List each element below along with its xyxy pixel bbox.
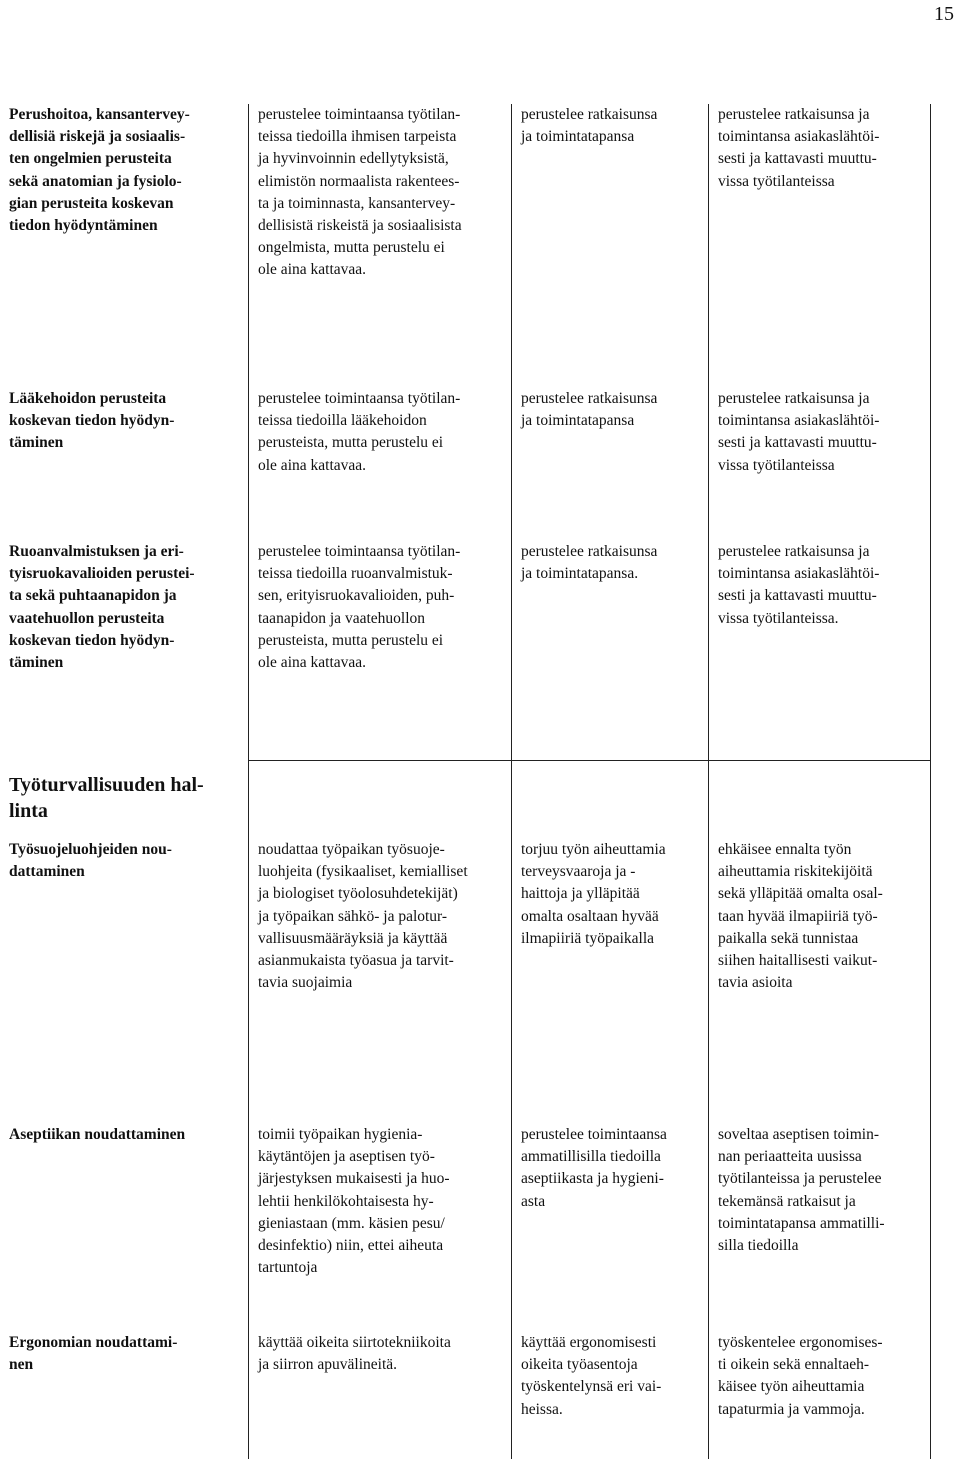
column-divider-1 xyxy=(248,104,249,1459)
section-heading: Työturvallisuuden hal- linta xyxy=(9,774,204,822)
level1-cell: perustelee toimintaansa työtilan- teissa tiedoilla ihmisen tarpeista ja hyvinvoinnin edellytyksistä, elimistön normaalista rakentees- ta ja toiminnasta, kansantervey- dellisistä riskeistä ja sosiaalisista ongelmista, mutta perustelu ei ole aina kattavaa. xyxy=(258,106,462,279)
page-number: 15 xyxy=(934,3,954,25)
topic-cell: Ergonomian noudattami- nen xyxy=(9,1334,178,1374)
level1-cell: perustelee toimintaansa työtilan- teissa tiedoilla lääkehoidon perusteista, mutta perustelu ei ole aina kattavaa. xyxy=(258,390,461,474)
row-divider xyxy=(248,760,930,761)
topic-cell: Työsuojeluohjeiden nou- dattaminen xyxy=(9,841,172,881)
level3-cell: työskentelee ergonomises- ti oikein sekä ennaltaeh- käisee työn aiheuttamia tapaturmia ja vammoja. xyxy=(718,1334,883,1418)
column-divider-3 xyxy=(708,104,709,1459)
topic-cell: Perushoitoa, kansantervey- dellisiä riskejä ja sosiaalis- ten ongelmien perusteita sekä anatomian ja fysiolo- gian perusteita koskevan tiedon hyödyntäminen xyxy=(9,106,190,235)
level3-cell: soveltaa aseptisen toimin- nan periaatteita uusissa työtilanteissa ja perustelee tekemänsä ratkaisut ja toimintatapansa ammatilli- silla tiedoilla xyxy=(718,1126,885,1255)
topic-cell: Aseptiikan noudattaminen xyxy=(9,1126,186,1143)
level3-cell: perustelee ratkaisunsa ja toimintansa asiakaslähtöi- sesti ja kattavasti muuttu- vissa työtilanteissa xyxy=(718,390,880,474)
level1-cell: käyttää oikeita siirtotekniikoita ja siirron apuvälineitä. xyxy=(258,1334,451,1374)
level2-cell: perustelee ratkaisunsa ja toimintatapansa xyxy=(521,390,658,430)
level2-cell: torjuu työn aiheuttamia terveysvaaroja ja - haittoja ja ylläpitää omalta osaltaan hyvää ilmapiiriä työpaikalla xyxy=(521,841,666,947)
level1-cell: noudattaa työpaikan työsuoje- luohjeita (fysikaaliset, kemialliset ja biologiset työolosuhdetekijät) ja työpaikan sähkö- ja palotur- vallisuusmääräyksiä ja käyttää asianmukaista työasua ja tarvit- tavia suojaimia xyxy=(258,841,468,992)
level2-cell: perustelee ratkaisunsa ja toimintatapansa xyxy=(521,106,658,146)
level3-cell: ehkäisee ennalta työn aiheuttamia riskitekijöitä sekä ylläpitää omalta osal- taan hyvää ilmapiiriä työ- paikalla sekä tunnistaa siihen haitallisesti vaikut- tavia asioita xyxy=(718,841,883,992)
level1-cell: toimii työpaikan hygienia- käytäntöjen ja aseptisen työ- järjestyksen mukaisesti ja huo- lehtii henkilökohtaisesta hy- gieniastaan (mm. käsien pesu/ desinfektio) niin, ettei aiheuta tartuntoja xyxy=(258,1126,450,1277)
topic-cell: Lääkehoidon perusteita koskevan tiedon hyödyn- täminen xyxy=(9,390,175,452)
level2-cell: perustelee ratkaisunsa ja toimintatapansa. xyxy=(521,543,658,583)
level2-cell: perustelee toimintaansa ammatillisilla tiedoilla aseptiikasta ja hygieni- asta xyxy=(521,1126,667,1210)
level2-cell: käyttää ergonomisesti oikeita työasentoja työskentelynsä eri vai- heissa. xyxy=(521,1334,662,1418)
column-divider-2 xyxy=(511,104,512,1459)
level3-cell: perustelee ratkaisunsa ja toimintansa asiakaslähtöi- sesti ja kattavasti muuttu- vissa työtilanteissa. xyxy=(718,543,880,627)
level1-cell: perustelee toimintaansa työtilan- teissa tiedoilla ruoanvalmistuk- sen, erityisruokavalioiden, puh- taanapidon ja vaatehuollon perusteista, mutta perustelu ei ole aina kattavaa. xyxy=(258,543,461,672)
level3-cell: perustelee ratkaisunsa ja toimintansa asiakaslähtöi- sesti ja kattavasti muuttu- vissa työtilanteissa xyxy=(718,106,880,190)
topic-cell: Ruoanvalmistuksen ja eri- tyisruokavalioiden perustei- ta sekä puhtaanapidon ja vaatehuollon perusteita koskevan tiedon hyödyn- täminen xyxy=(9,543,195,672)
